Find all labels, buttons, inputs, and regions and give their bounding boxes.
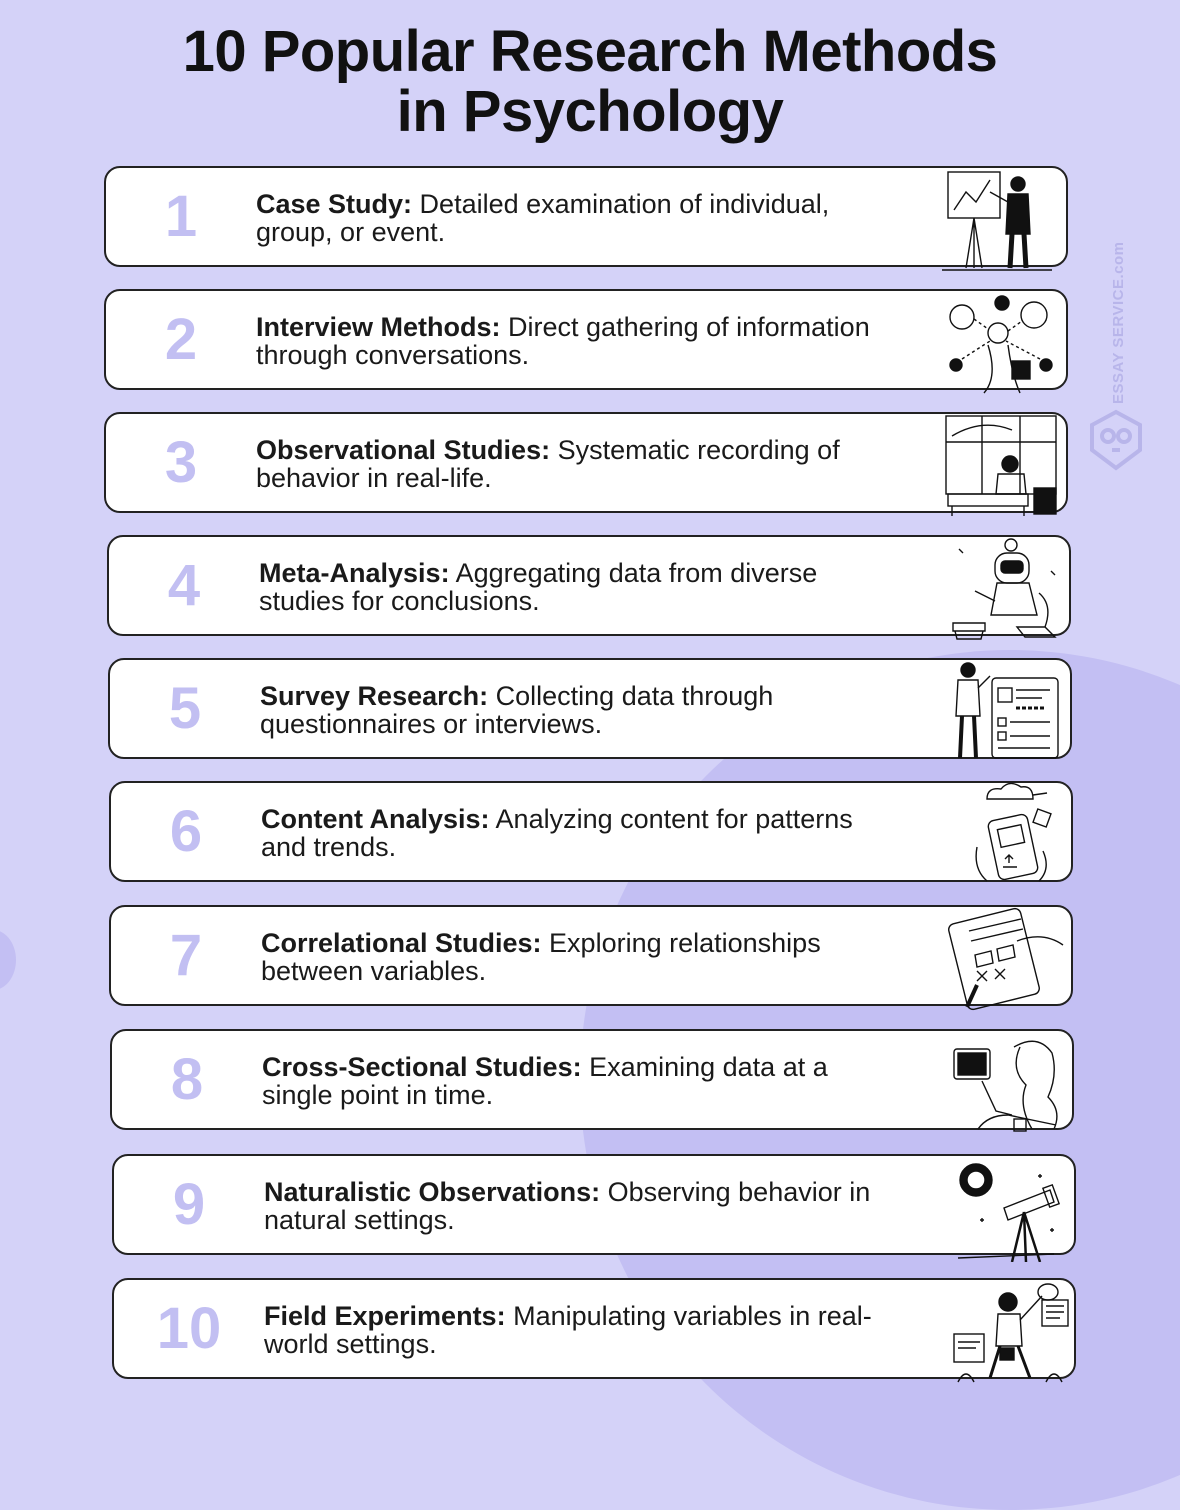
method-term: Field Experiments: — [264, 1301, 506, 1331]
method-term: Content Analysis: — [261, 804, 490, 834]
method-description: Survey Research: Collecting data through questionnaires or interviews. — [260, 681, 774, 739]
airport-laptop-icon — [942, 408, 1062, 520]
method-term: Meta-Analysis: — [259, 558, 450, 588]
page-title — [0, 19, 1180, 144]
method-card-5 — [108, 658, 1072, 759]
field-experiment-icon — [950, 1274, 1070, 1386]
method-number: 8 — [170, 1047, 204, 1112]
watermark — [1080, 241, 1160, 480]
watermark-text: ESSAY SERVICE.com — [1110, 241, 1127, 404]
robot-reading-icon — [945, 531, 1065, 643]
method-card-8 — [110, 1029, 1074, 1130]
method-description: Meta-Analysis: Aggregating data from diverse studies for conclusions. — [259, 558, 818, 616]
tablet-charts-icon — [947, 901, 1067, 1013]
method-number: 9 — [172, 1172, 206, 1237]
method-description: Naturalistic Observations: Observing behavior in natural settings. — [264, 1177, 871, 1235]
method-number: 4 — [167, 553, 201, 618]
method-number: 2 — [164, 307, 198, 372]
method-description: Observational Studies: Systematic recording of behavior in real-life. — [256, 435, 840, 493]
method-card-1 — [104, 166, 1068, 267]
method-number: 5 — [168, 676, 202, 741]
method-number: 6 — [169, 799, 203, 864]
method-description: Cross-Sectional Studies: Examining data at a single point in time. — [262, 1052, 828, 1110]
phone-upload-icon — [947, 777, 1067, 889]
method-term: Cross-Sectional Studies: — [262, 1052, 582, 1082]
title-line-2: in Psychology — [396, 79, 784, 144]
background-blob-small — [0, 930, 16, 990]
method-term: Naturalistic Observations: — [264, 1177, 601, 1207]
method-description: Interview Methods: Direct gathering of information through conversations. — [256, 312, 870, 370]
method-term: Interview Methods: — [256, 312, 501, 342]
method-number: 10 — [156, 1296, 222, 1361]
method-card-10 — [112, 1278, 1076, 1379]
method-number: 3 — [164, 430, 198, 495]
title-line-1: 10 Popular Research Methods — [182, 19, 998, 84]
method-number: 1 — [164, 184, 198, 249]
telescope-icon — [950, 1150, 1070, 1262]
method-number: 7 — [169, 923, 203, 988]
woman-tablet-icon — [948, 1025, 1068, 1137]
method-description: Field Experiments: Manipulating variables in real-world settings. — [264, 1301, 872, 1359]
method-term: Case Study: — [256, 189, 413, 219]
method-card-3 — [104, 412, 1068, 513]
method-description: Content Analysis: Analyzing content for patterns and trends. — [261, 804, 853, 862]
method-term: Correlational Studies: — [261, 928, 542, 958]
method-card-4 — [107, 535, 1071, 636]
method-card-6 — [109, 781, 1073, 882]
presenter-icon — [942, 162, 1062, 274]
method-term: Observational Studies: — [256, 435, 551, 465]
method-description: Case Study: Detailed examination of individual, group, or event. — [256, 189, 830, 247]
method-term: Survey Research: — [260, 681, 489, 711]
method-card-7 — [109, 905, 1073, 1006]
method-card-2 — [104, 289, 1068, 390]
method-card-9 — [112, 1154, 1076, 1255]
survey-form-icon — [946, 654, 1066, 766]
method-description: Correlational Studies: Exploring relationships between variables. — [261, 928, 821, 986]
social-network-icon — [942, 285, 1062, 397]
